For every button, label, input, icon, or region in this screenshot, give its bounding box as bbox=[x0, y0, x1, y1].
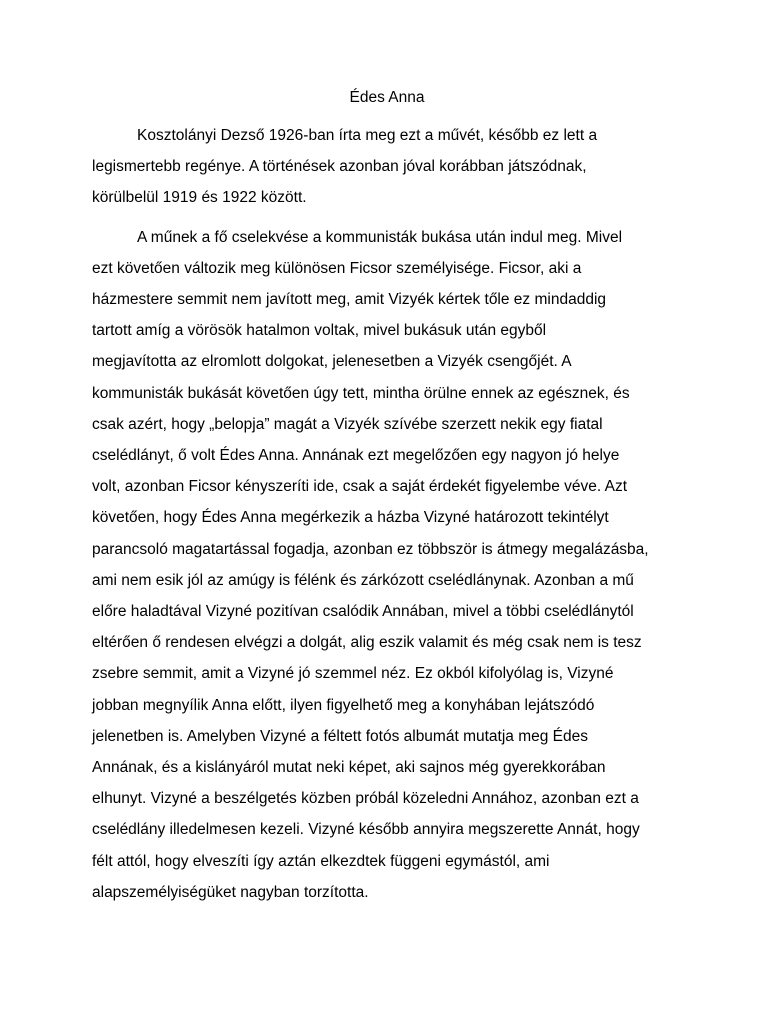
paragraph-line: félt attól, hogy elveszíti így aztán elkezdtek függeni egymástól, ami bbox=[92, 852, 550, 870]
paragraph-line: tartott amíg a vörösök hatalmon voltak, mivel bukásuk után egyből bbox=[92, 322, 547, 340]
paragraph-line: házmestere semmit nem javított meg, amit Vizyék kértek tőle ez mindaddig bbox=[92, 291, 607, 309]
paragraph-line: A műnek a fő cselekvése a kommunisták bukása után indul meg. Mivel bbox=[137, 228, 623, 246]
paragraph-line: követően, hogy Édes Anna megérkezik a házba Vizyné határozott tekintélyt bbox=[92, 509, 609, 527]
document-title: Édes Anna bbox=[349, 89, 425, 106]
paragraph-line: Kosztolányi Dezső 1926-ban írta meg ezt a művét, később ez lett a bbox=[137, 127, 598, 144]
paragraph-line: körülbelül 1919 és 1922 között. bbox=[92, 189, 307, 207]
paragraph-1 bbox=[92, 120, 682, 214]
paragraph-line: cselédlány illedelmesen kezeli. Vizyné később annyira megszerette Annát, hogy bbox=[92, 821, 640, 839]
paragraph-line: jobban megnyílik Anna előtt, ilyen figyelhető meg a konyhában lejátszódó bbox=[92, 696, 595, 714]
paragraph-line: ezt követően változik meg különösen Ficsor személyisége. Ficsor, aki a bbox=[92, 259, 582, 277]
paragraph-line: megjavította az elromlott dolgokat, jelenesetben a Vizyék csengőjét. A bbox=[92, 353, 572, 371]
paragraph-line: elhunyt. Vizyné a beszélgetés közben próbál közeledni Annához, azonban ezt a bbox=[92, 790, 639, 808]
paragraph-line: zsebre semmit, amit a Vizyné jó szemmel néz. Ez okból kifolyólag is, Vizyné bbox=[92, 665, 614, 683]
paragraph-line: eltérően ő rendesen elvégzi a dolgát, alig eszik valamit és még csak nem is tesz bbox=[92, 634, 642, 652]
paragraph-line: ami nem esik jól az amúgy is félénk és zárkózott cselédlánynak. Azonban a mű bbox=[92, 571, 634, 589]
paragraph-line: alapszemélyiségüket nagyban torzította. bbox=[92, 883, 369, 901]
paragraph-2 bbox=[92, 222, 682, 908]
paragraph-line: volt, azonban Ficsor kényszeríti ide, csak a saját érdekét figyelembe véve. Azt bbox=[92, 478, 628, 496]
paragraph-line: csak azért, hogy „belopja” magát a Vizyék szívébe szerzett nekik egy fiatal bbox=[92, 415, 603, 433]
paragraph-line: cselédlányt, ő volt Édes Anna. Annának ezt megelőzően egy nagyon jó helye bbox=[92, 447, 620, 465]
paragraph-line: legismertebb regénye. A történések azonban jóval korábban játszódnak, bbox=[92, 158, 587, 176]
paragraph-line: jelenetben is. Amelyben Vizyné a féltett fotós albumát mutatja meg Édes bbox=[92, 727, 588, 745]
paragraph-line: Annának, és a kislányáról mutat neki képet, aki sajnos még gyerekkorában bbox=[92, 759, 606, 777]
paragraph-line: előre haladtával Vizyné pozitívan csalódik Annában, mivel a többi cselédlánytól bbox=[92, 603, 634, 621]
paragraph-line: kommunisták bukását követően úgy tett, mintha örülne ennek az egésznek, és bbox=[92, 384, 630, 402]
document-body bbox=[92, 84, 682, 916]
paragraph-line: parancsoló magatartással fogadja, azonban ez többször is átmegy megalázásba, bbox=[92, 540, 649, 558]
